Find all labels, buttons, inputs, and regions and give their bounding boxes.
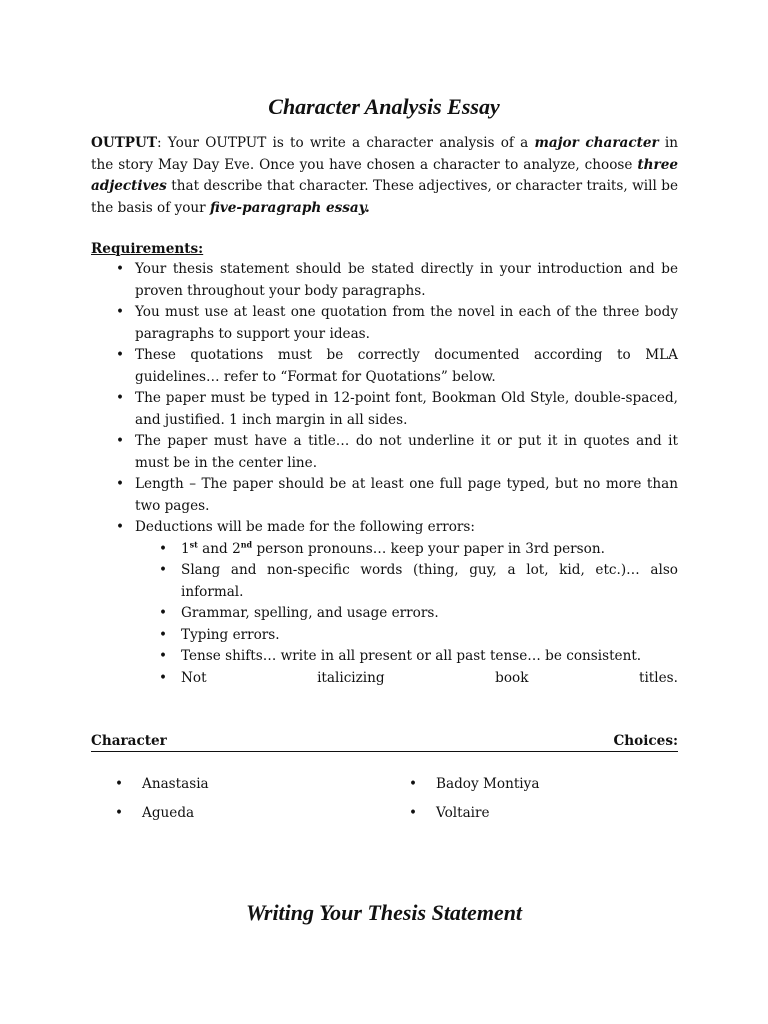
- deduction-item: • Slang and non-specific words (thing, guy, a lot, kid, etc.)… also informal.: [135, 560, 678, 603]
- requirements-heading: Requirements:: [91, 241, 204, 257]
- character-choice: • Badoy Montiya: [409, 773, 539, 802]
- emphasis-five-paragraph: five-paragraph essay.: [210, 199, 370, 216]
- requirement-item: • Length – The paper should be at least one full page typed, but no more than two pages.: [91, 474, 678, 517]
- character-choices-heading: [91, 732, 678, 752]
- requirement-item-deductions: [91, 517, 678, 689]
- character-choice: • Voltaire: [409, 802, 539, 831]
- deduction-item: • Tense shifts… write in all present or all past tense… be consistent.: [135, 646, 678, 668]
- page-title: Character Analysis Essay: [268, 94, 500, 119]
- emphasis-three-adjectives: three adjectives: [91, 156, 678, 194]
- output-paragraph: [91, 133, 678, 219]
- deduction-item-titles: • Not italicizing book titles.: [135, 668, 678, 690]
- choices-heading-left: Character: [91, 733, 167, 749]
- choices-heading-right: Choices:: [613, 733, 678, 749]
- section-title-thesis: Writing Your Thesis Statement: [245, 900, 523, 925]
- character-list-right: [409, 773, 539, 831]
- requirement-item: • The paper must have a title… do not underline it or put it in quotes and it must be in the center line.: [91, 431, 678, 474]
- character-list-left: [115, 773, 209, 831]
- character-choice: • Agueda: [115, 802, 209, 831]
- requirements-list: [91, 259, 678, 689]
- requirement-item: • You must use at least one quotation from the novel in each of the three body paragraphs to support your ideas.: [91, 302, 678, 345]
- deduction-item: • Grammar, spelling, and usage errors.: [135, 603, 678, 625]
- character-choice: • Anastasia: [115, 773, 209, 802]
- intro-text: in the story May Day Eve. Once you have chosen a character to analyze, choose: [91, 135, 678, 173]
- deductions-intro: Deductions will be made for the following errors:: [135, 519, 475, 535]
- deduction-item-pronouns: • 1st and 2nd person pronouns… keep your paper in 3rd person.: [135, 539, 678, 561]
- deduction-item: • Typing errors.: [135, 625, 678, 647]
- output-label: OUTPUT: [91, 135, 158, 151]
- requirement-item: • The paper must be typed in 12-point font, Bookman Old Style, double-spaced, and justified. 1 inch margin in all sides.: [91, 388, 678, 431]
- deductions-list: [135, 539, 678, 690]
- intro-text: that describe that character. These adjectives, or character traits, will be the basis of your: [91, 178, 678, 216]
- requirement-item: • These quotations must be correctly documented according to MLA guidelines… refer to “Format for Quotations” below.: [91, 345, 678, 388]
- intro-text: : Your OUTPUT is to write a character analysis of a: [157, 135, 535, 151]
- emphasis-major-character: major character: [534, 135, 659, 151]
- requirement-item: • Your thesis statement should be stated directly in your introduction and be proven throughout your body paragraphs.: [91, 259, 678, 302]
